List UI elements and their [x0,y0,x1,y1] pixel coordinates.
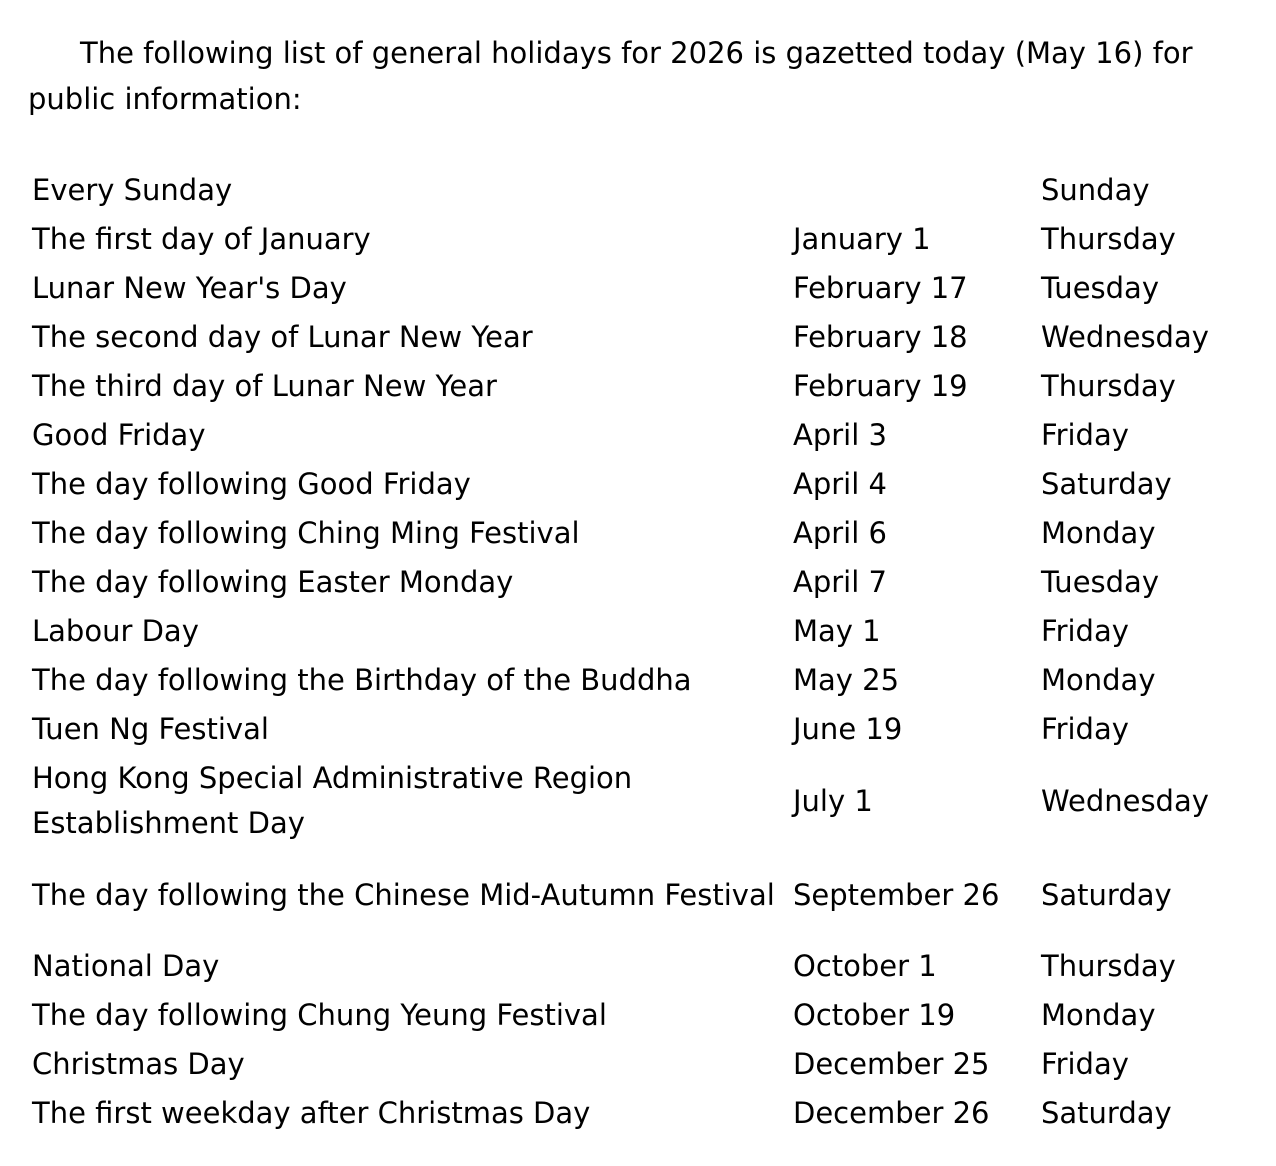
holiday-name: Lunar New Year's Day [32,271,347,305]
holiday-name: National Day [32,949,220,983]
holiday-date: April 6 [793,516,887,550]
table-row [26,607,1267,656]
table-row [26,558,1267,607]
holiday-weekday: Thursday [1041,222,1176,256]
table-row [26,313,1267,362]
table-row [26,991,1267,1040]
holiday-date [787,166,1035,215]
holiday-weekday: Sunday [1041,173,1150,207]
holiday-date: January 1 [793,222,931,256]
holiday-date: June 19 [793,712,903,746]
holiday-name: Tuen Ng Festival [32,712,269,746]
table-row [26,1089,1267,1138]
holiday-weekday: Wednesday [1041,320,1209,354]
holiday-date: December 26 [793,1096,990,1130]
holiday-name: The day following Chung Yeung Festival [32,998,607,1032]
table-row [26,754,1267,848]
holiday-name: Labour Day [32,614,199,648]
holiday-weekday: Tuesday [1041,271,1159,305]
holiday-weekday: Friday [1041,712,1129,746]
holiday-date: May 1 [793,614,881,648]
holiday-name: The day following Easter Monday [32,565,514,599]
holiday-name: The second day of Lunar New Year [32,320,533,354]
table-row [26,264,1267,313]
table-row [26,362,1267,411]
intro-paragraph: The following list of general holidays for 2026 is gazetted today (May 16) for public information: [28,36,1193,116]
table-row [26,411,1267,460]
holiday-weekday: Monday [1041,516,1156,550]
holiday-name: The first day of January [32,222,371,256]
holiday-weekday: Tuesday [1041,565,1159,599]
holiday-weekday: Saturday [1041,877,1172,912]
holiday-date: September 26 [793,877,1000,912]
holiday-name: The first weekday after Christmas Day [32,1096,591,1130]
holiday-weekday: Saturday [1041,467,1172,501]
holiday-name: The day following the Birthday of the Buddha [32,663,692,697]
holiday-date: February 18 [793,320,968,354]
holiday-weekday: Friday [1041,614,1129,648]
holiday-date: February 19 [793,369,968,403]
holiday-name: Good Friday [32,418,206,452]
table-row [26,166,1267,215]
holiday-date: October 1 [793,949,937,983]
holiday-date: July 1 [793,783,873,818]
holiday-name: The day following the Chinese Mid-Autumn Festival [32,877,775,912]
table-row [26,848,1267,942]
table-row [26,656,1267,705]
holiday-name: Hong Kong Special Administrative Region Establishment Day [32,761,633,840]
holiday-weekday: Friday [1041,418,1129,452]
holiday-date: April 3 [793,418,887,452]
holiday-name: Christmas Day [32,1047,245,1081]
holiday-table [26,166,1267,1138]
holiday-weekday: Monday [1041,998,1156,1032]
holiday-date: May 25 [793,663,900,697]
holiday-weekday: Friday [1041,1047,1129,1081]
holiday-weekday: Thursday [1041,949,1176,983]
holiday-weekday: Monday [1041,663,1156,697]
holiday-date: December 25 [793,1047,990,1081]
holiday-date: April 4 [793,467,887,501]
table-row [26,509,1267,558]
holiday-name: The third day of Lunar New Year [32,369,497,403]
holiday-weekday: Wednesday [1041,783,1209,818]
holiday-weekday: Thursday [1041,369,1176,403]
holiday-date: February 17 [793,271,968,305]
table-row [26,215,1267,264]
holiday-name: The day following Ching Ming Festival [32,516,580,550]
holiday-name: Every Sunday [32,173,233,207]
table-row [26,460,1267,509]
holiday-date: October 19 [793,998,956,1032]
table-row [26,942,1267,991]
holiday-date: April 7 [793,565,887,599]
holiday-name: The day following Good Friday [32,467,471,501]
table-row [26,1040,1267,1089]
holiday-weekday: Saturday [1041,1096,1172,1130]
table-row [26,705,1267,754]
